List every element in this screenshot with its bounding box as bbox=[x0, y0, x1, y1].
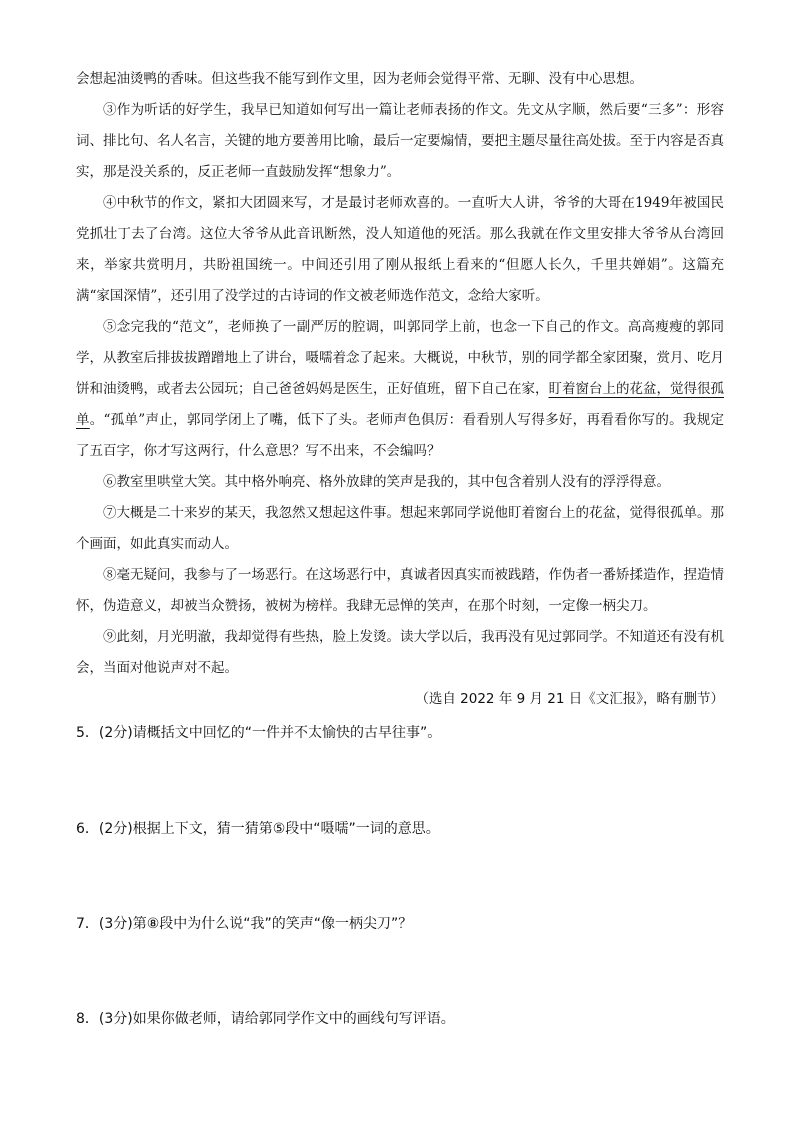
paragraph-8: ⑧毫无疑问，我参与了一场恶行。在这场恶行中，真诚者因真实而被践踏，作伪者一番矫揉造作，捏造情怀，伪造意义，却被当众赞扬，被树为榜样。我肆无忌惮的笑声，在那个时刻，一定像一柄尖刀。 bbox=[76, 567, 724, 614]
paragraph-6: ⑥教室里哄堂大笑。其中格外响亮、格外放肆的笑声是我的，其中包含着别人没有的浮浮得意。 bbox=[103, 474, 670, 490]
question-8: 8．(3分)如果你做老师，请给郭同学作文中的画线句写评语。 bbox=[76, 1011, 455, 1027]
paragraph-9: ⑨此刻，月光明澈，我却觉得有些热，脸上发烫。读大学以后，我再没有见过郭同学。不知道还有没有机会，当面对他说声对不起。 bbox=[76, 629, 724, 676]
source-citation: （选自 2022 年 9 月 21 日《文汇报》，略有删节） bbox=[415, 691, 724, 707]
reading-passage bbox=[76, 64, 724, 715]
question-7: 7．(3分)第⑧段中为什么说“我”的笑声“像一柄尖刀”？ bbox=[76, 916, 413, 932]
paragraph-continued: 会想起油烫鸭的香味。但这些我不能写到作文里，因为老师会觉得平常、无聊、没有中心思想。 bbox=[76, 71, 643, 87]
question-6: 6．(2分)根据上下文，猜一猜第⑤段中“嗫嚅”一词的意思。 bbox=[76, 821, 440, 837]
underlined-sentence: 盯着窗台上的花盆，觉得很孤单 bbox=[76, 381, 724, 428]
paragraph-5-text-a: ⑤念完我的“范文”，老师换了一副严厉的腔调，叫郭同学上前，也念一下自己的作文。高高瘦瘦的郭同学，从教室后排拔拔蹭蹭地上了讲台，嗫嚅着念了起来。大概说，中秋节，别的同学都全家团聚，赏月、吃月饼和油烫鸭，或者去公园玩；自己爸爸妈妈是医生，正好值班，留下自己在家， bbox=[76, 319, 724, 397]
paragraph-3: ③作为听话的好学生，我早已知道如何写出一篇让老师表扬的作文。先文从字顺，然后要“三多”：形容词、排比句、名人名言，关键的地方要善用比喻，最后一定要煽情，要把主题尽量往高处拔。至于内容是否真实，那是没关系的，反正老师一直鼓励发挥“想象力”。 bbox=[76, 102, 724, 180]
paragraph-5-text-b: 。“孤单”声止，郭同学闭上了嘴，低下了头。老师声色俱厉：看看别人写得多好，再看看你写的。我规定了五百字，你才写这两行，什么意思？写不出来，不会编吗？ bbox=[76, 412, 724, 459]
paragraph-4: ④中秋节的作文，紧扣大团圆来写，才是最讨老师欢喜的。一直听大人讲，爷爷的大哥在1949年被国民党抓壮丁去了台湾。这位大爷爷从此音讯断然，没人知道他的死活。那么我就在作文里安排大爷爷从台湾回来，举家共赏明月，共盼祖国统一。中间还引用了刚从报纸上看来的“但愿人长久，千里共婵娟”。这篇充满“家国深情”，还引用了没学过的古诗词的作文被老师选作范文，念给大家听。 bbox=[76, 195, 724, 304]
paragraph-7: ⑦大概是二十来岁的某天，我忽然又想起这件事。想起来郭同学说他盯着窗台上的花盆，觉得很孤单。那个画面，如此真实而动人。 bbox=[76, 505, 724, 552]
question-5: 5．(2分)请概括文中回忆的“一件并不太愉快的古早往事”。 bbox=[76, 725, 442, 741]
paragraph-5 bbox=[76, 312, 724, 467]
